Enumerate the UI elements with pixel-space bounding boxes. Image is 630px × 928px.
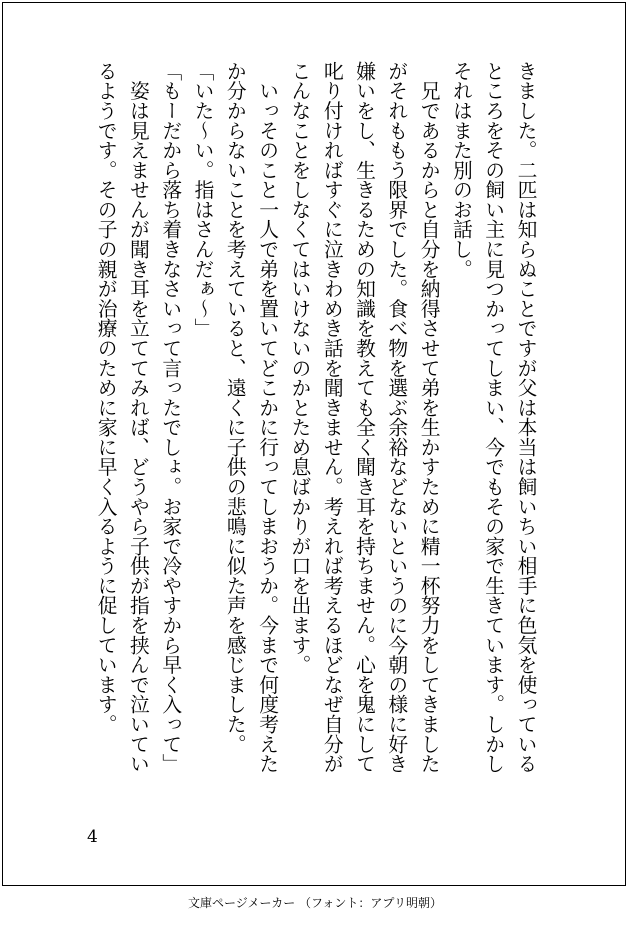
footer-caption: 文庫ページメーカー （フォント：アプリ明朝） [188, 896, 442, 910]
text-line: 「いた～い。指はさんだぁ～」 [191, 61, 215, 339]
text-line: こんなことをしなくてはいけないのかとため息ばかりが口を出ます。 [287, 61, 311, 675]
page-number: 4 [87, 827, 98, 847]
text-line: それはまた別のお話し。 [449, 61, 473, 279]
text-line: か分からないことを考えていると、遠くに子供の悲鳴に似た声を感じました。 [223, 61, 247, 754]
text-line: 「もーだから落ち着きなさいって言ったでしょ。お家で冷やすから早く入って」 [158, 61, 182, 774]
text-line: きました。二匹は知らぬことですが父は本当は飼いちい相手に色気を使っている [514, 61, 537, 774]
text-line: 姿は見えませんが聞き耳を立ててみれば、どうやら子供が指を挟んで泣いてい [126, 61, 150, 774]
text-line: がそれももう限界でした。食べ物を選ぶ余裕などないというのに今朝の様に好き [384, 61, 408, 774]
page-frame [2, 2, 626, 886]
text-line: ところをその飼い主に見つかってしまい、今でもその家で生きています。しかし [481, 61, 505, 774]
text-line: いっそのこと一人で弟を置いてどこかに行ってしまおうか。今まで何度考えた [255, 61, 279, 774]
text-line: るようです。その子の親が治療のために家に早く入るように促しています。 [94, 61, 118, 734]
text-line: 兄であるからと自分を納得させて弟を生かすために精一杯努力をしてきました [417, 61, 441, 774]
text-line: 嫌いをし、生きるための知識を教えても全く聞き耳を持ちません。心を鬼にして [352, 61, 376, 774]
text-line: 叱り付ければすぐに泣きわめき話を聞きません。考えれば考えるほどなぜ自分が [320, 61, 344, 774]
body-text [89, 61, 541, 774]
